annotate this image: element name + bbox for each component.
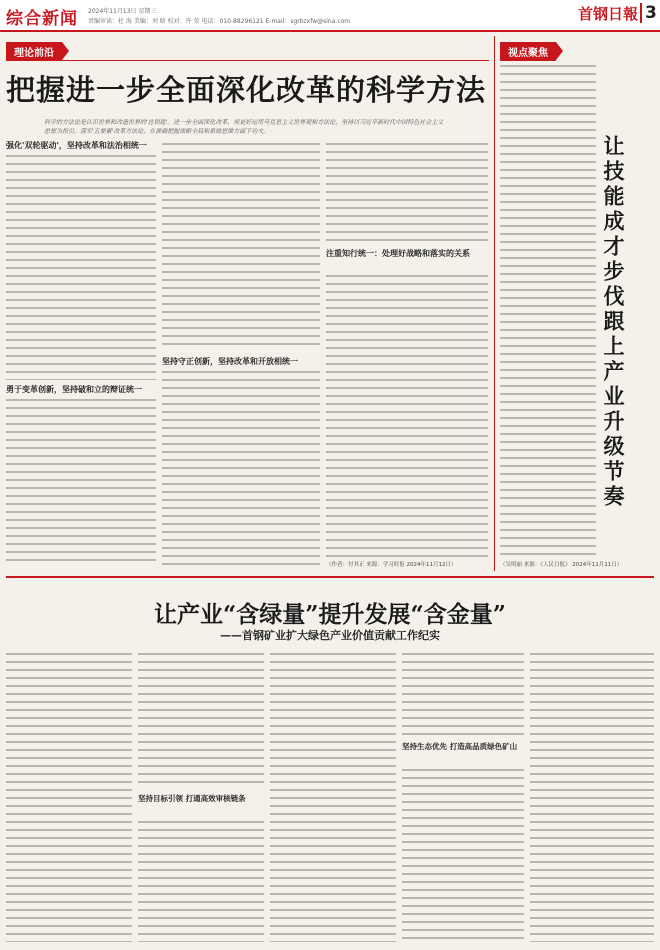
sidebar-body <box>500 62 596 558</box>
article1-headline: 把握进一步全面深化改革的科学方法 <box>6 73 487 107</box>
issue-date: 2024年11月13日 星期三 <box>88 8 157 15</box>
article2-body-col2b <box>138 818 264 942</box>
column-divider <box>494 36 495 571</box>
article2-body-col4a <box>402 650 524 736</box>
article1-body-col2b <box>162 368 320 566</box>
article1-subhead-2: 坚持守正创新，坚持改革和开放相统一 <box>162 357 298 366</box>
newspaper-logo: 首钢日報 <box>578 5 639 23</box>
article1-body-col3b <box>326 272 488 558</box>
article2-body-col5 <box>530 650 654 942</box>
article1-subhead-1: 强化'双轮驱动'，坚持改革和法治相统一 <box>6 141 147 150</box>
section-separator <box>6 576 654 578</box>
article2-body-col4b <box>402 766 524 942</box>
article1-body-col2a <box>162 140 320 350</box>
article2-subtitle: ——首钢矿业扩大绿色产业价值贡献工作纪实 <box>220 629 440 642</box>
sidebar-vertical-headline: 让技能成才步伐跟上产业升级节奏 <box>601 134 626 510</box>
divider <box>6 60 489 61</box>
article2-body-col1 <box>6 650 132 942</box>
article1-body-col3a <box>326 140 488 244</box>
article1-body-col1b <box>6 396 156 566</box>
article1-subhead-3: 勇于变革创新，坚持破和立的辩证统一 <box>6 385 142 394</box>
tag-focus: 视点聚焦 <box>500 42 556 61</box>
article2-body-col3 <box>270 650 396 942</box>
article2-headline: 让产业“含绿量”提升发展“含金量” <box>154 601 506 628</box>
article1-byline: （作者：付其正 来源：学习时报 2024年11月12日） <box>326 562 457 568</box>
article1-body-col1a <box>6 152 156 380</box>
article2-subhead-2: 坚持生态优先 打造高品质绿色矿山 <box>402 742 518 751</box>
article2-subhead-1: 坚持目标引领 打通高效审核链条 <box>138 794 246 803</box>
section-title: 综合新闻 <box>6 9 78 29</box>
article1-subhead-4: 注重知行统一：处理好战略和落实的关系 <box>326 249 470 258</box>
page-number: 3 <box>640 3 657 23</box>
tag-theory: 理论前沿 <box>6 42 62 61</box>
article2-body-col2a <box>138 650 264 788</box>
article1-lead: 科学的方法论是认识世界和改造世界的'总钥匙'。进一步全面深化改革，须更好运用马克思主义世界观和方法论，坚持以习近平新时代中国特色社会主义思想为指引，落实'五要素'改革方法论，在准确把握战略全局和系统思维方面下功夫。 <box>44 119 444 135</box>
masthead <box>0 0 660 32</box>
sidebar-byline: （吴明丽 来源：《人民日报》 2024年11月11日） <box>500 562 623 568</box>
editor-contact: 责编审读：杜 海 美编：刘 晗 校对：许 荣 电话：010-88296121 E-mail：sgrbzxfw@sina.com <box>88 18 351 25</box>
